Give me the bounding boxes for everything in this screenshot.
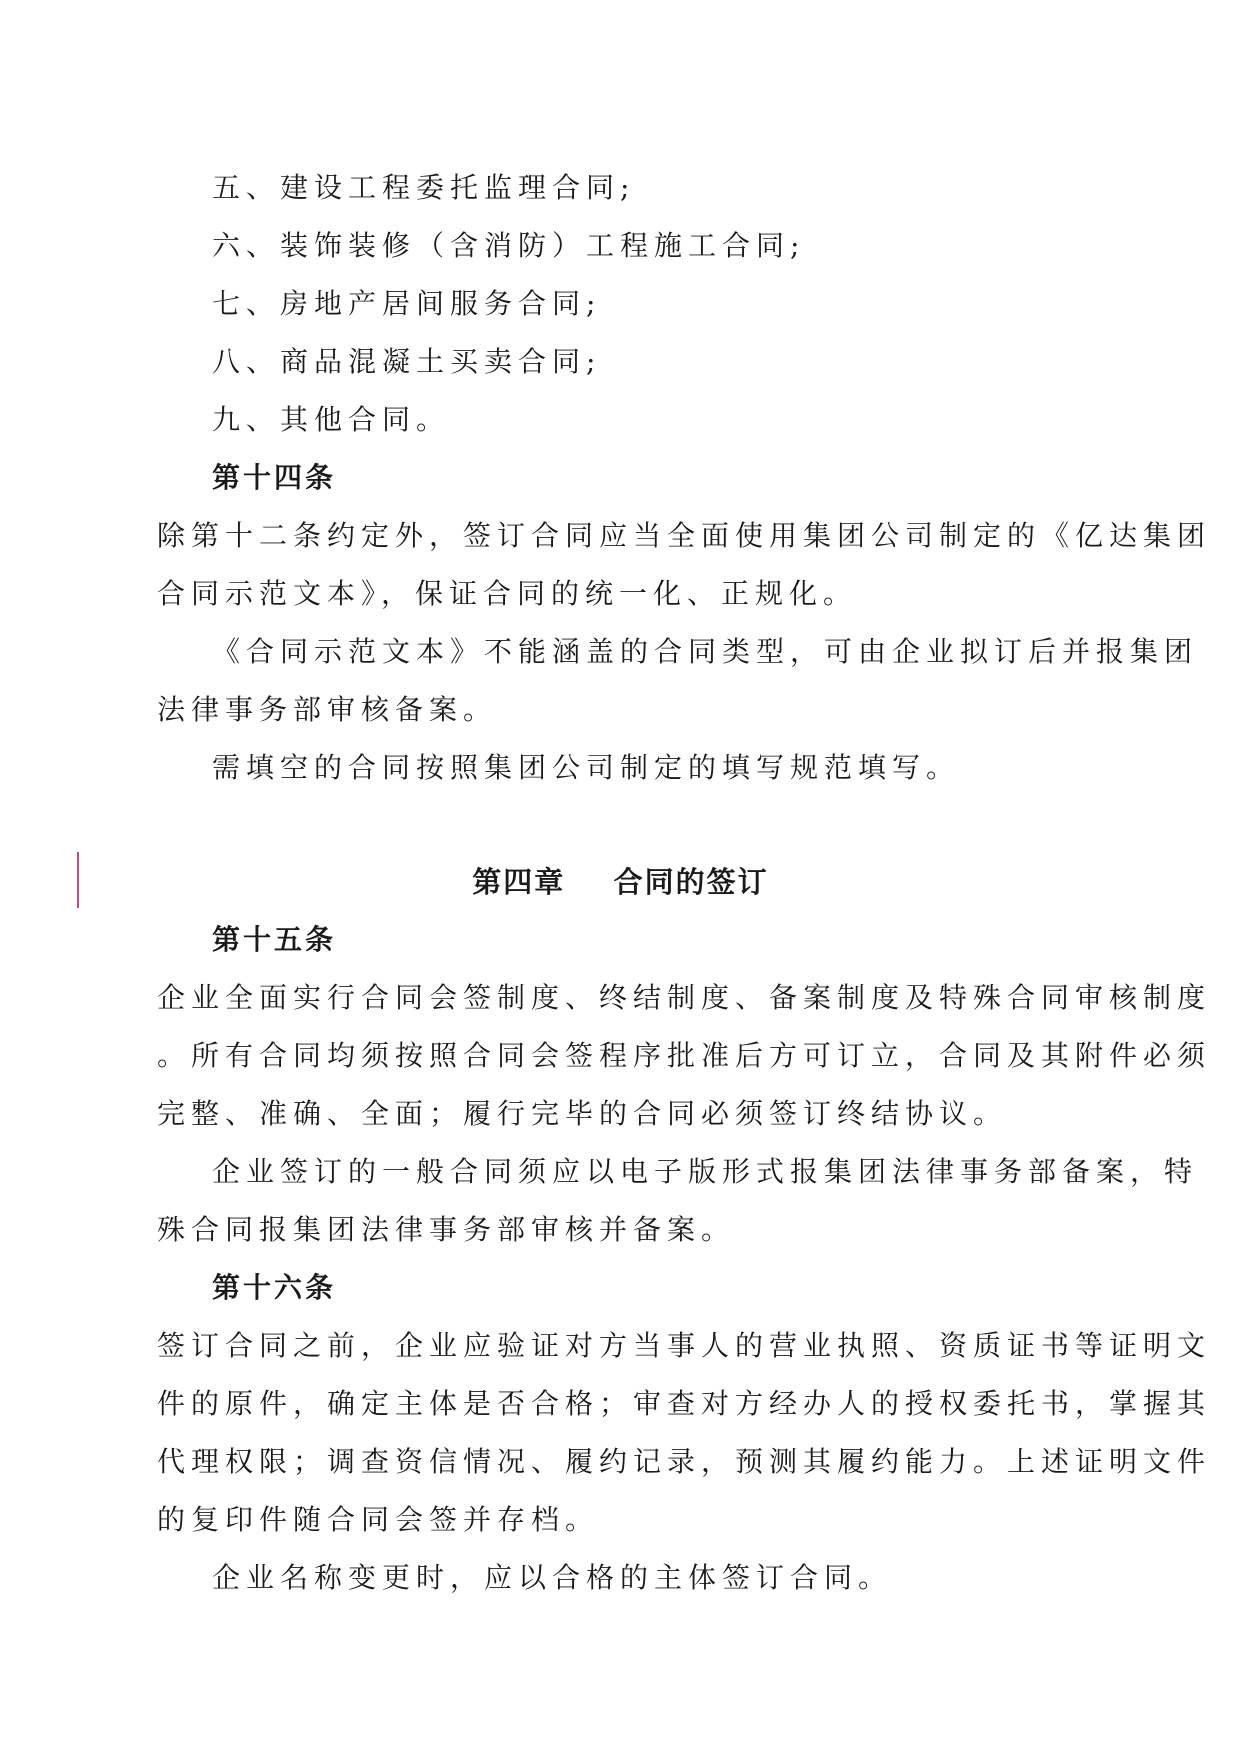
paragraph-line: 代理权限；调查资信情况、履约记录，预测其履约能力。上述证明文件 [157, 1445, 1212, 1478]
paragraph-line: 《合同示范文本》不能涵盖的合同类型，可由企业拟订后并报集团 [212, 635, 1199, 668]
paragraph-line: 企业名称变更时，应以合格的主体签订合同。 [212, 1561, 893, 1594]
paragraph-line: 完整、准确、全面；履行完毕的合同必须签订终结协议。 [157, 1097, 1008, 1130]
article-heading: 第十五条 [212, 923, 337, 956]
paragraph-line: 需填空的合同按照集团公司制定的填写规范填写。 [212, 751, 961, 784]
list-item: 五、建设工程委托监理合同; [212, 171, 636, 204]
paragraph-line: 签订合同之前，企业应验证对方当事人的营业执照、资质证书等证明文 [157, 1329, 1212, 1362]
list-item: 九、其他合同。 [212, 403, 451, 436]
list-item: 七、房地产居间服务合同; [212, 287, 602, 320]
chapter-title: 第四章 合同的签订 [472, 865, 769, 899]
paragraph-line: 除第十二条约定外，签订合同应当全面使用集团公司制定的《亿达集团 [157, 519, 1212, 552]
paragraph-line: 的复印件随合同会签并存档。 [157, 1503, 600, 1536]
list-item: 六、装饰装修（含消防）工程施工合同; [212, 229, 806, 262]
list-item: 八、商品混凝土买卖合同; [212, 345, 602, 378]
paragraph-line: 合同示范文本》，保证合同的统一化、正规化。 [157, 577, 858, 610]
article-heading: 第十四条 [212, 461, 337, 494]
paragraph-line: 殊合同报集团法律事务部审核并备案。 [157, 1213, 736, 1246]
paragraph-line: 。所有合同均须按照合同会签程序批准后方可订立，合同及其附件必须 [157, 1039, 1212, 1072]
paragraph-line: 企业签订的一般合同须应以电子版形式报集团法律事务部备案，特 [212, 1155, 1199, 1188]
paragraph-line: 件的原件，确定主体是否合格；审查对方经办人的授权委托书，掌握其 [157, 1387, 1212, 1420]
paragraph-line: 法律事务部审核备案。 [157, 693, 498, 726]
article-heading: 第十六条 [212, 1271, 337, 1304]
paragraph-line: 企业全面实行合同会签制度、终结制度、备案制度及特殊合同审核制度 [157, 981, 1212, 1014]
